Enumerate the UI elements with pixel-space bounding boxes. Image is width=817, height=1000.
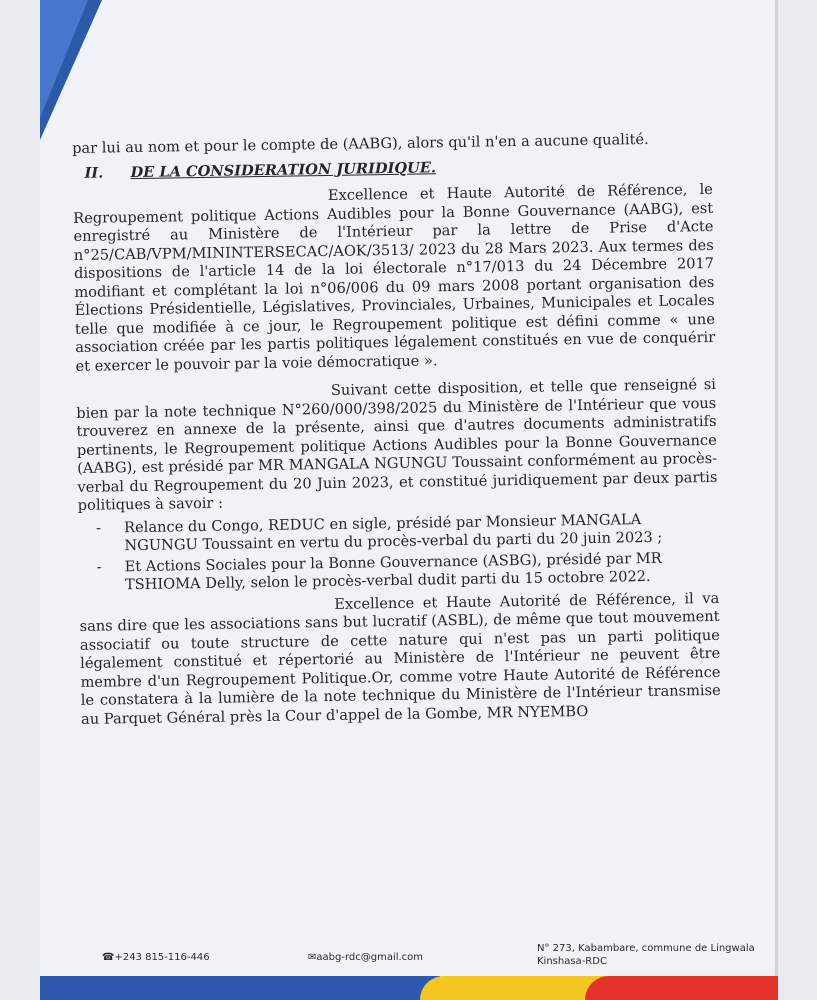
paragraph-1: Excellence et Haute Autorité de Référence, le Regroupement politique Actions Audibles pour la Bonne Gouvernance (AABG), est enregistré au Ministère de l'Intérieur par la lettre de Prise d'Acte n°25/CAB/VPM/MININTERSECAC/AOK/3513/ 2023 du 28 Mars 2023. Aux termes des dispositions de l'article 14 de la loi électorale n°17/013 du 24 Décembre 2017 modifiant et complétant la loi n°06/006 du 09 mars 2008 portant organisation des Élections Présidentielle, Législatives, Provinciales, Urbaines, Municipales et Locales telle que modifiée à ce jour, le Regroupement politique est défini comme « une association créée par les partis politiques légalement constitués en vue de conquérir et exercer le pouvoir par la voie démocratique ». (73, 180, 716, 375)
paragraph-intro: par lui au nom et pour le compte de (AABG), alors qu'il n'en a aucune qualité. (72, 130, 649, 157)
corner-decoration-inner (40, 0, 88, 118)
mail-icon: ✉ (308, 952, 317, 963)
address-line-2: Kinshasa-RDC (537, 956, 607, 967)
footer-email: ✉aabg-rdc@gmail.com (308, 952, 424, 963)
paragraph-3: Excellence et Haute Autorité de Référence, il va sans dire que les associations sans but lucratif (ASBL), de même que tout mouvement associatif ou toute structure de cette nature qui n'est pas un parti politique légalement constitué et répertorié au Ministère de l'Intérieur ne peuvent être membre d'un Regroupement Politique.Or, comme votre Haute Autorité de Référence le constatera à la lumière de la note technique du Ministère de l'Intérieur transmise au Parquet Général près la Cour d'appel de la Gombe, MR NYEMBO (79, 589, 721, 728)
phone-icon: ☎ (102, 952, 115, 963)
section-number: II. (84, 164, 104, 182)
party-list (96, 509, 719, 595)
footer-band-red (585, 976, 778, 1000)
paragraph-2: Suivant cette disposition, et telle que renseigné si bien par la note technique N°260/000/398/2025 du Ministère de l'Intérieur que vous trouverez en annexe de la présente, ainsi que d'autres documents administratifs pertinents, le Regroupement politique Actions Audibles pour la Bonne Gouvernance (AABG), est présidé par MR MANGALA NGUNGU Toussaint conformément au procès-verbal du Regroupement du 20 Juin 2023, et constitué juridiquement par deux partis politiques à savoir : (76, 375, 718, 514)
address-line-1: N° 273, Kabambare, commune de Lingwala (537, 943, 755, 954)
footer-band-blue (40, 976, 440, 1000)
list-item: - Relance du Congo, REDUC en sigle, présidé par Monsieur MANGALA NGUNGU Toussaint en vertu du procès-verbal du parti du 20 juin 2023 ; (96, 509, 719, 556)
footer (40, 938, 778, 978)
footer-address (537, 942, 755, 968)
document-page (40, 0, 778, 1000)
page-edge (775, 0, 778, 1000)
footer-phone: ☎+243 815-116-446 (102, 952, 210, 963)
section-heading (84, 154, 712, 182)
document-body (72, 130, 721, 729)
section-title: DE LA CONSIDERATION JURIDIQUE. (130, 158, 437, 181)
list-item: - Et Actions Sociales pour la Bonne Gouvernance (ASBG), présidé par MR TSHIOMA Delly, selon le procès-verbal dudit parti du 15 octobre 2022. (97, 548, 720, 595)
